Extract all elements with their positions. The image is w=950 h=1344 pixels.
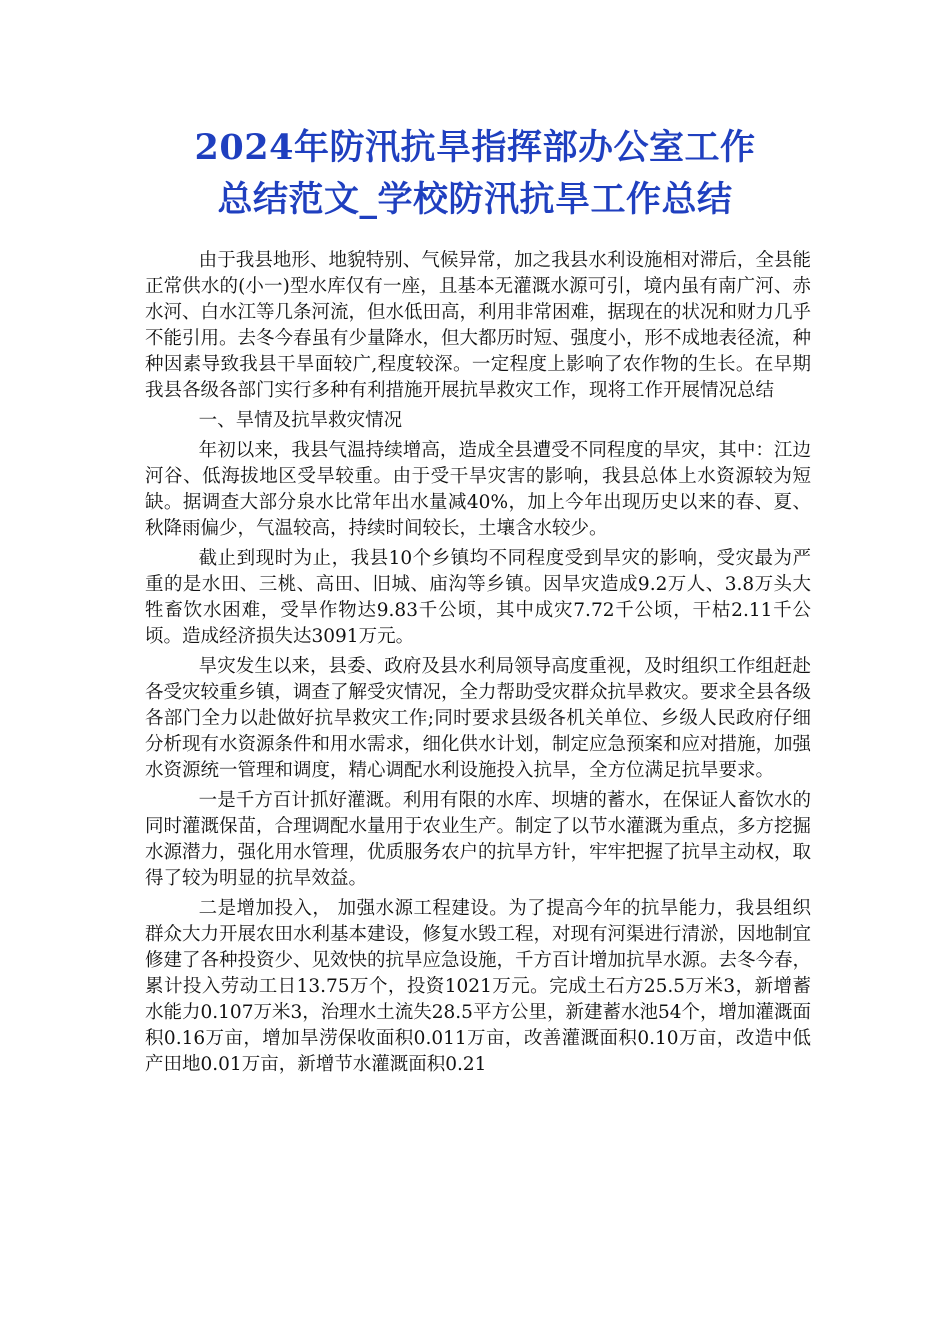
paragraph-government-response: 旱灾发生以来，县委、政府及县水利局领导高度重视，及时组织工作组赶赴各受灾较重乡镇，调查了解受灾情况，全力帮助受灾群众抗旱救灾。要求全县各级各部门全力以赴做好抗旱救灾工作;同时要求县级各机关单位、乡级人民政府仔细分析现有水资源条件和用水需求，细化供水计划，制定应急预案和应对措施，加强水资源统一管理和调度，精心调配水利设施投入抗旱，全方位满足抗旱要求。: [145, 656, 812, 781]
document-body: [145, 248, 811, 1082]
document-title: [120, 122, 830, 226]
title-line-2: 总结范文_学校防汛抗旱工作总结: [217, 179, 733, 220]
paragraph-irrigation-measure: 一是千方百计抓好灌溉。利用有限的水库、坝塘的蓄水，在保证人畜饮水的同时灌溉保苗，合理调配水量用于农业生产。制定了以节水灌溉为重点，多方挖掘水源潜力，强化用水管理，优质服务农户的抗旱方针，牢牢把握了抗旱主动权，取得了较为明显的抗旱效益。: [145, 790, 812, 889]
paragraph-investment-measure: 二是增加投入， 加强水源工程建设。为了提高今年的抗旱能力，我县组织群众大力开展农田水利基本建设，修复水毁工程，对现有河渠进行清淤，因地制宜修建了各种投资少、见效快的抗旱应急设施，千方百计增加抗旱水源。去冬今春， 累计投入劳动工日13.75万个，投资1021万元。完成土石方25.5万米3，新增蓄水能力0.107万米3，治理水土流失28.5平方公里，新建蓄水池54个，增加灌溉面积0.16万亩，增加旱涝保收面积0.011万亩，改善灌溉面积0.10万亩，改造中低产田地0.01万亩，新增节水灌溉面积0.21: [145, 898, 812, 1075]
section-heading-drought: 一、旱情及抗旱救灾情况: [198, 410, 403, 431]
title-line-1: 2024年防汛抗旱指挥部办公室工作: [194, 127, 756, 168]
paragraph-intro: 由于我县地形、地貌特别、气候异常，加之我县水利设施相对滞后，全县能正常供水的(小一)型水库仅有一座，且基本无灌溉水源可引，境内虽有南广河、赤水河、白水江等几条河流，但水低田高，利用非常困难，据现在的状况和财力几乎不能引用。去冬今春虽有少量降水，但大都历时短、强度小，形不成地表径流，种种因素导致我县干旱面较广,程度较深。一定程度上影响了农作物的生长。在早期我县各级各部门实行多种有利措施开展抗旱救灾工作，现将工作开展情况总结: [145, 250, 812, 401]
paragraph-drought-impact: 截止到现时为止，我县10个乡镇均不同程度受到旱灾的影响，受灾最为严重的是水田、三桃、高田、旧城、庙沟等乡镇。因旱灾造成9.2万人、3.8万头大牲畜饮水困难，受旱作物达9.83千公顷，其中成灾7.72千公顷，干枯2.11千公顷。造成经济损失达3091万元。: [145, 548, 811, 647]
paragraph-drought-overview: 年初以来，我县气温持续增高，造成全县遭受不同程度的旱灾，其中：江边河谷、低海拔地区受旱较重。由于受干旱灾害的影响，我县总体上水资源较为短缺。据调查大部分泉水比常年出水量减40%，加上今年出现历史以来的春、夏、秋降雨偏少，气温较高，持续时间较长，土壤含水较少。: [145, 440, 811, 539]
